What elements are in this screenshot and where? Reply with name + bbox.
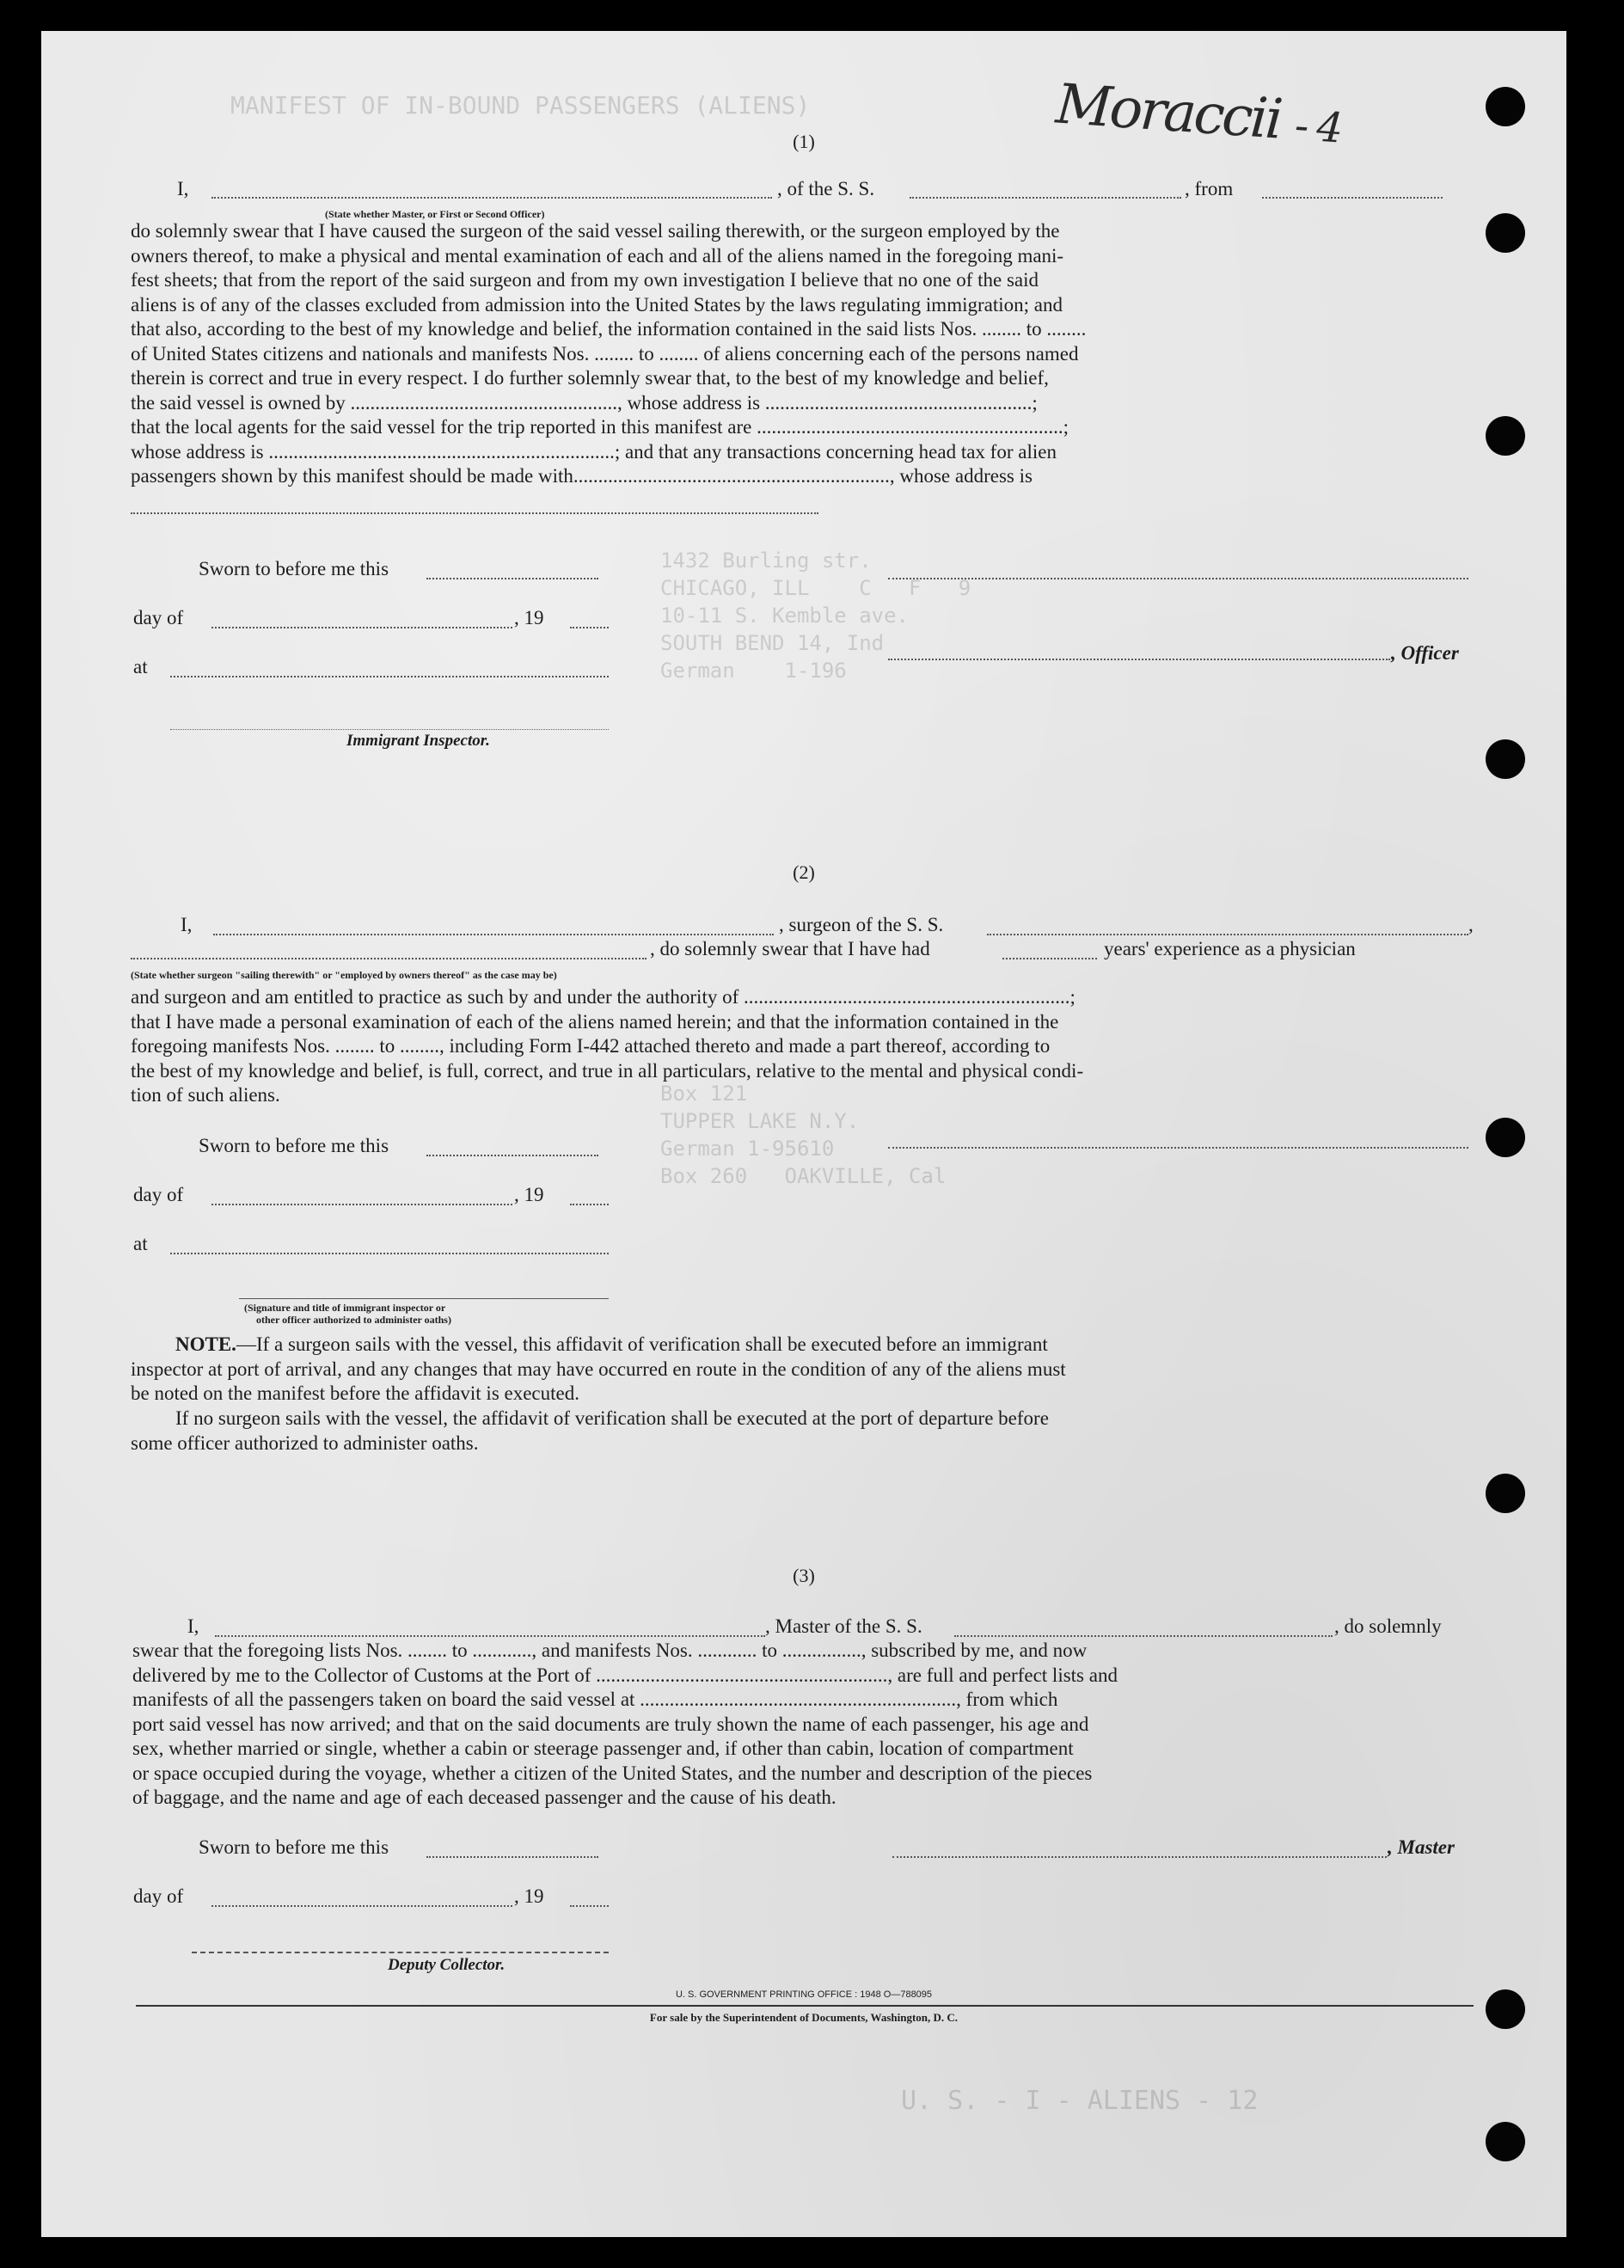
- year-field[interactable]: [570, 627, 609, 628]
- master-oath-body: swear that the foregoing lists Nos. ........ to ............, and manifests Nos. ............ to ................, subscribed by me, and now delivered by me to the Collector of Customs at the Port of ..........................................................., are full and perfect lists and manifests of all the passengers taken on board the said vessel at ................................................................, from which port said vessel has now arrived; and that on the said documents are truly shown the name of each passenger, his age and sex, whether married or single, whether a cabin or steerage passenger and, if other than cabin, location of compartment or space occupied during the voyage, whether a citizen of the United States, and the number and description of the pieces of baggage, and the name and age of each deceased passenger and the cause of his death.: [132, 1640, 1118, 1808]
- sworn-date-field[interactable]: [426, 1155, 598, 1156]
- years-experience-label: years' experience as a physician: [1104, 938, 1356, 959]
- inspector-caption: (Signature and title of immigrant inspector or: [244, 1302, 446, 1314]
- head-tax-agent-address-field[interactable]: [131, 512, 818, 514]
- from-label: , from: [1185, 178, 1234, 199]
- gpo-imprint: U. S. GOVERNMENT PRINTING OFFICE : 1948 O—788095: [675, 1989, 933, 2000]
- punch-hole: [1486, 2122, 1525, 2161]
- master-name-field[interactable]: [215, 1635, 765, 1637]
- year-field[interactable]: [570, 1204, 609, 1205]
- bleed-through-text: U. S. - I - ALIENS - 12: [901, 2086, 1259, 2116]
- line-end-comma: ,: [1468, 914, 1474, 935]
- handwritten-signature: Moraccii - 4: [1053, 72, 1342, 153]
- note-paragraph-1: NOTE.—If a surgeon sails with the vessel, this affidavit of verification shall be executed before an immigrant inspector at port of arrival, and any changes that may have occurred en route in the condition of any of the aliens must be noted on the manifest before the affidavit is executed.: [131, 1333, 1066, 1404]
- sworn-label: Sworn to before me this: [199, 1836, 389, 1858]
- day-of-label: day of: [133, 607, 184, 628]
- years-experience-field[interactable]: [1002, 958, 1097, 959]
- officer-title-line[interactable]: [888, 659, 1390, 660]
- section-number: (2): [793, 861, 815, 883]
- month-field[interactable]: [211, 1204, 512, 1205]
- footer-rule: [136, 2005, 1474, 2007]
- ss-label: , of the S. S.: [777, 178, 875, 199]
- surgeon-name-field[interactable]: [213, 934, 774, 935]
- master-vessel-field[interactable]: [954, 1635, 1333, 1637]
- punch-hole: [1486, 739, 1525, 779]
- section-number: (3): [793, 1565, 815, 1586]
- oath-pronoun: I,: [187, 1615, 199, 1637]
- page-mark: - 4: [1293, 101, 1342, 153]
- inspector-caption: other officer authorized to administer oaths): [256, 1314, 451, 1326]
- oath-pronoun: I,: [181, 914, 193, 935]
- officer-signature-line[interactable]: [888, 578, 1468, 579]
- surgeon-swear-text: , do solemnly swear that I have had: [650, 938, 930, 959]
- officer-rank-caption: (State whether Master, or First or Second Officer): [325, 208, 545, 220]
- note-label: NOTE.: [175, 1333, 236, 1355]
- surgeon-status-field[interactable]: [131, 958, 647, 959]
- officer-rank-field[interactable]: [211, 197, 772, 199]
- sworn-label: Sworn to before me this: [199, 1135, 389, 1156]
- bleed-through-text: MANIFEST OF IN-BOUND PASSENGERS (ALIENS): [230, 91, 811, 120]
- immigrant-inspector-label: Immigrant Inspector.: [346, 732, 490, 750]
- surgeon-signature-line[interactable]: [888, 1147, 1468, 1149]
- bleed-through-text: 1432 Burling str. CHICAGO, ILL C F 9 10-11 S. Kemble ave. SOUTH BEND 14, Ind German 1-196: [660, 549, 971, 683]
- punch-hole: [1486, 1474, 1525, 1513]
- day-of-label: day of: [133, 1184, 184, 1205]
- sworn-label: Sworn to before me this: [199, 558, 389, 579]
- master-signature-line[interactable]: [892, 1856, 1387, 1858]
- year-label: , 19: [514, 607, 544, 628]
- section-number: (1): [793, 131, 815, 152]
- bleed-through-text: Box 121 TUPPER LAKE N.Y. German 1-95610 Box 260 OAKVILLE, Cal: [660, 1082, 947, 1188]
- sworn-date-field[interactable]: [426, 1856, 598, 1858]
- month-field[interactable]: [211, 627, 512, 628]
- place-field[interactable]: [170, 1253, 609, 1254]
- year-field[interactable]: [570, 1905, 609, 1907]
- oath-body: do solemnly swear that I have caused the surgeon of the said vessel sailing therewith, or the surgeon employed by the owners thereof, to make a physical and mental examination of each and all of the aliens named in the foregoing mani- fest sheets; that from the report of the said surgeon and from my own investigation I believe that no one of the said aliens is of any of the classes excluded from admission into the United States by the laws regulating immigration; and that also, according to the best of my knowledge and belief, the information contained in the said lists Nos. ........ to ........ of United States citizens and nationals and manifests Nos. ........ to ........ of aliens concerning each of the persons named therein is correct and true in every respect. I do further solemnly swear that, to the best of my knowledge and belief, the said vessel is owned by ......................................................, whose address is ......................................................; that the local agents for the said vessel for the trip reported in this manifest are ..............................................................; whose address is ......................................................................; and that any transactions concerning head tax for alien passengers shown by this manifest should be made with................................................................, whose address is: [131, 220, 1087, 487]
- surgeon-oath-body: and surgeon and am entitled to practice as such by and under the authority of ..................................................................; that I have made a personal examination of each of the aliens named herein; and that the information contained in the foregoing manifests Nos. ........ to ........, including Form I-442 attached thereto and made a part thereof, according to the best of my knowledge and belief, is full, correct, and true in all particulars, relative to the mental and physical condi- tion of such aliens.: [131, 986, 1084, 1106]
- surgeon-status-caption: (State whether surgeon "sailing therewith" or "employed by owners thereof" as the case may be): [131, 969, 557, 981]
- sworn-date-field[interactable]: [426, 578, 598, 579]
- note-paragraph-2: If no surgeon sails with the vessel, the affidavit of verification shall be executed at the port of departure before some officer authorized to administer oaths.: [131, 1407, 1049, 1454]
- day-of-label: day of: [133, 1885, 184, 1907]
- punch-hole: [1486, 87, 1525, 126]
- departure-port-field[interactable]: [1262, 197, 1443, 199]
- punch-hole: [1486, 416, 1525, 456]
- form-page: [41, 31, 1566, 2237]
- surgeon-vessel-field[interactable]: [987, 934, 1468, 935]
- for-sale-notice: For sale by the Superintendent of Documents, Washington, D. C.: [649, 2011, 959, 2024]
- vessel-name-field[interactable]: [910, 197, 1181, 199]
- master-label: , Master: [1388, 1836, 1455, 1858]
- master-ss-label: , Master of the S. S.: [765, 1615, 922, 1637]
- do-solemnly-label: , do solemnly: [1334, 1615, 1442, 1637]
- at-label: at: [133, 656, 148, 677]
- deputy-collector-label: Deputy Collector.: [388, 1956, 506, 1974]
- at-label: at: [133, 1233, 148, 1254]
- oath-pronoun: I,: [177, 178, 189, 199]
- officer-label: , Officer: [1391, 642, 1459, 664]
- year-label: , 19: [514, 1184, 544, 1205]
- month-field[interactable]: [211, 1905, 512, 1907]
- surgeon-ss-label: , surgeon of the S. S.: [779, 914, 944, 935]
- year-label: , 19: [514, 1885, 544, 1907]
- punch-hole: [1486, 1118, 1525, 1157]
- inspector-signature-line[interactable]: [239, 1298, 609, 1299]
- punch-hole: [1486, 213, 1525, 253]
- place-field[interactable]: [170, 676, 609, 677]
